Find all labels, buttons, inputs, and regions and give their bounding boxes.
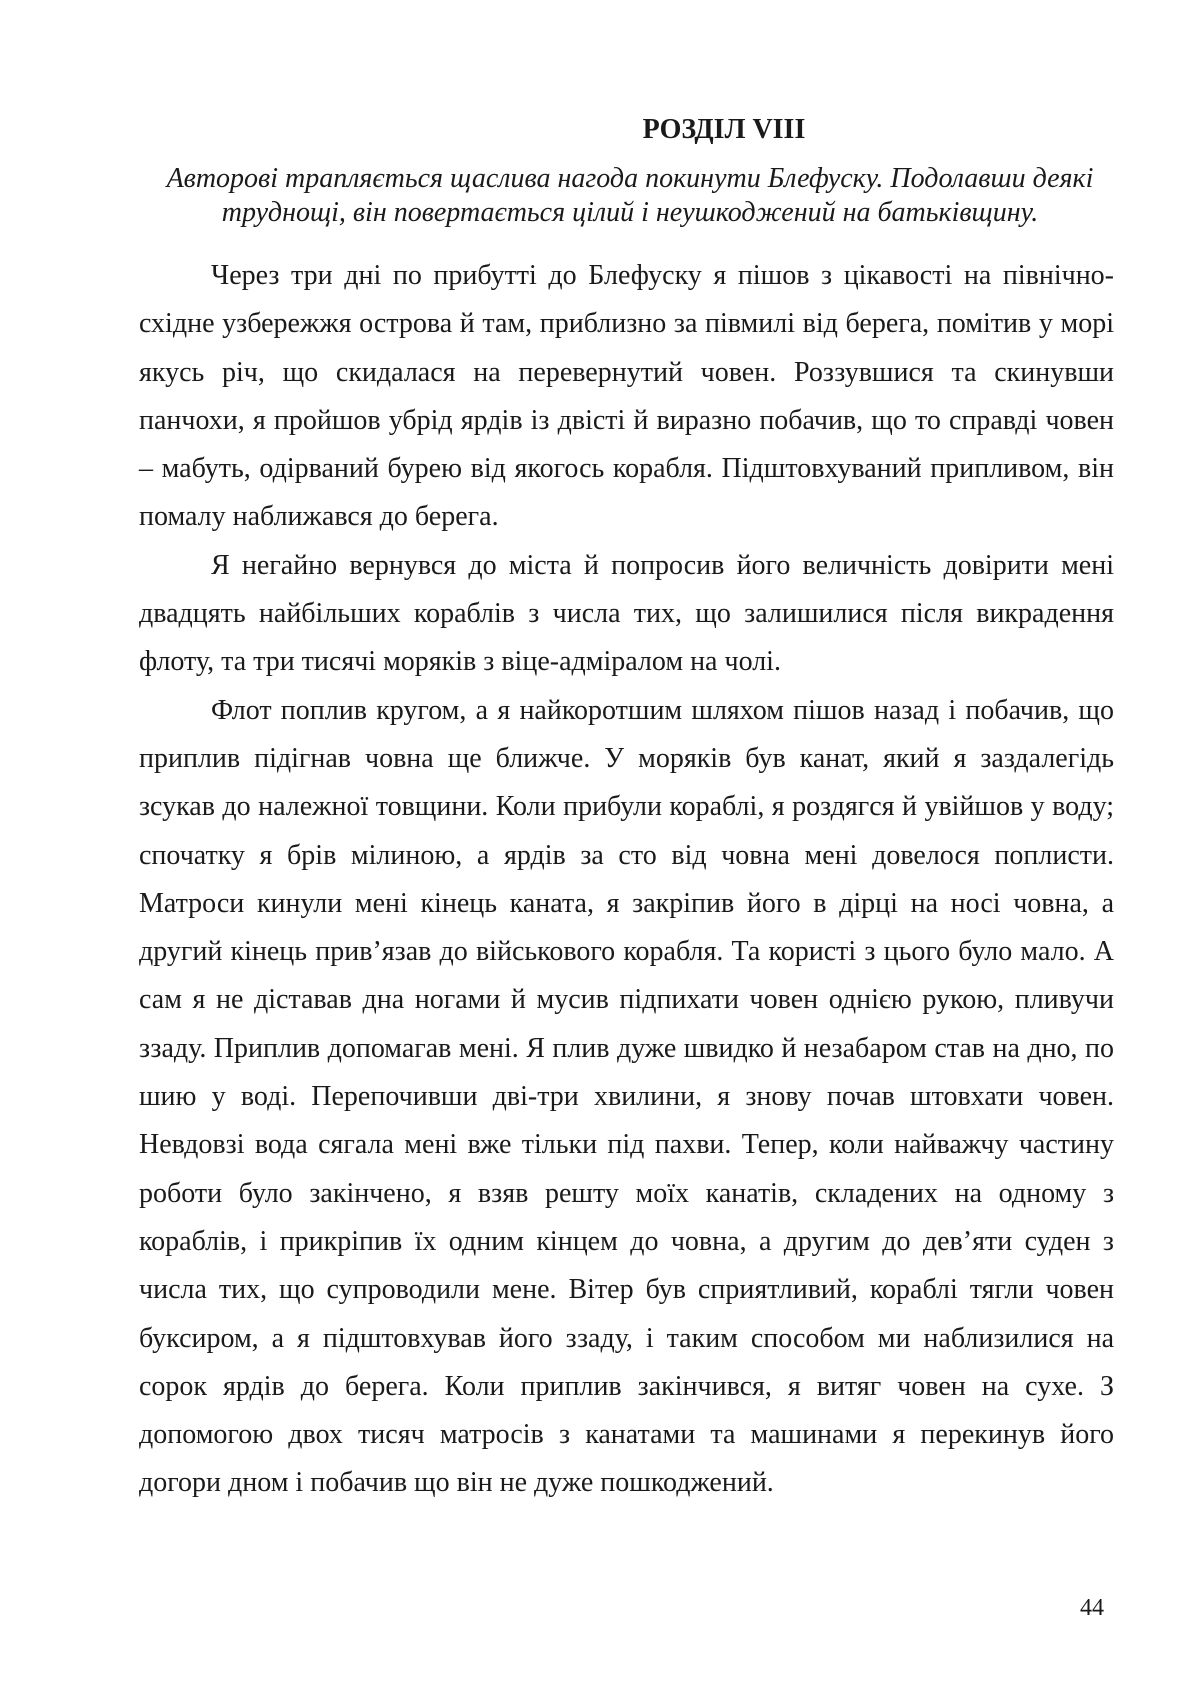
chapter-title: РОЗДІЛ VIII [642,114,806,145]
paragraph: Через три дні по прибутті до Блефуску я пішов з цікавості на північно-східне узбережжя острова й там, приблизно за півмилі від берега, помітив у морі якусь річ, що скидалася на перевернутий човен. Роззувшися та скинувши панчохи, я пройшов убрід ярдів із двісті й виразно побачив, що то справді човен – мабуть, одірваний бурею від якогось корабля. Підштовхуваний припливом, він помалу наближався до берега. [139,260,1114,533]
chapter-subtitle [150,162,1110,230]
chapter-subtitle-line: Авторові трапляється щаслива нагода покинути Блефуску. Подолавши деякі [166,163,1094,194]
chapter-subtitle-line: труднощі, він повертається цілий і неушкоджений на батьківщину. [221,197,1039,228]
page-number: 44 [1080,1595,1104,1621]
paragraph: Флот поплив кругом, а я найкоротшим шляхом пішов назад і побачив, що приплив підігнав човна ще ближче. У моряків був канат, який я заздалегідь зсукав до належної товщини. Коли прибули кораблі, я роздягся й увійшов у воду; спочатку я брів мілиною, а ярдів за сто від човна мені довелося поплисти. Матроси кинули мені кінець каната, я закріпив його в дірці на носі човна, а другий кінець прив’язав до військового корабля. Та користі з цього було мало. А сам я не діставав дна ногами й мусив підпихати човен однією рукою, пливучи ззаду. Приплив допомагав мені. Я плив дуже швидко й незабаром став на дно, по шию у воді. Перепочивши дві-три хвилини, я знову почав штовхати човен. Невдовзі вода сягала мені вже тільки під пахви. Тепер, коли найважчу частину роботи було закінчено, я взяв решту моїх канатів, складених на одному з кораблів, і прикріпив їх одним кінцем до човна, а другим до дев’яти суден з числа тих, що супроводили мене. Вітер був сприятливий, кораблі тягли човен буксиром, а я підштовхував його ззаду, і таким способом ми наблизилися на сорок ярдів до берега. Коли приплив закінчився, я витяг човен на сухе. З допомогою двох тисяч матросів з канатами та машинами я перекинув його догори дном і побачив що він не дуже пошкоджений. [139,694,1114,1499]
body-text [139,252,1114,1508]
paragraph: Я негайно вернувся до міста й попросив його величність довірити мені двадцять найбільших кораблів з числа тих, що залишилися після викрадення флоту, та три тисячі моряків з віце-адміралом на чолі. [139,549,1114,678]
